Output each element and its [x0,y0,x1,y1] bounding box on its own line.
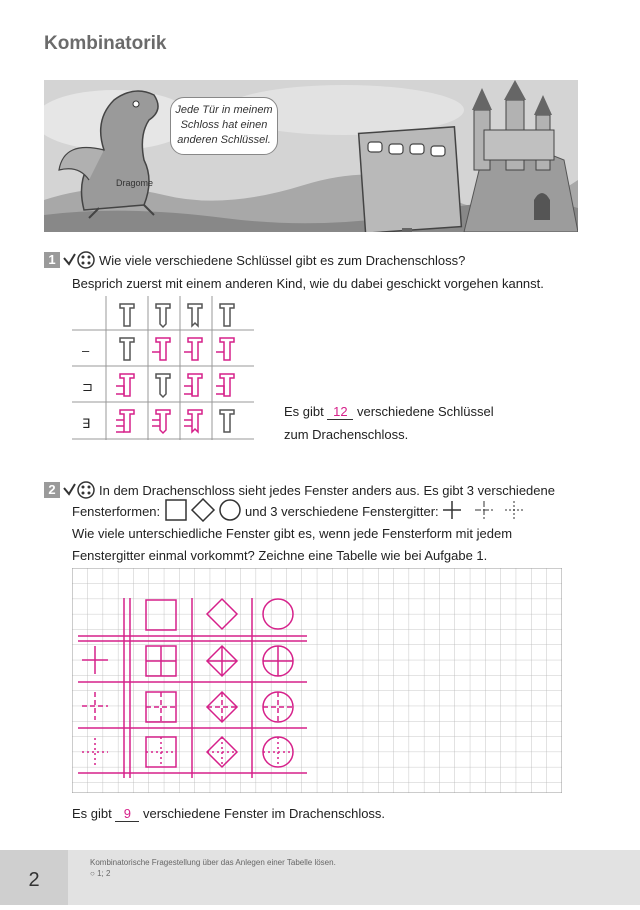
task2-line1: In dem Drachenschloss sieht jedes Fenster anders aus. Es gibt 3 verschiedene [99,483,555,498]
task1-question: Wie viele verschiedene Schlüssel gibt es zum Drachenschloss? [99,253,466,268]
key-table [72,296,254,440]
square-shape-icon [166,500,186,520]
pair-work-icon [62,250,96,270]
grille-dashed-icon [475,501,493,519]
row-label-2: ⊐ [82,379,93,394]
answer-value: 12 [327,404,353,420]
answer-value: 9 [115,806,139,822]
row-label-1: – [82,343,90,358]
grille-dotted-icon [505,501,523,519]
task1-instruction: Besprich zuerst mit einem anderen Kind, wie du dabei geschickt vorgehen kannst. [72,276,544,291]
key-header-icons [120,304,234,327]
task-number-2: 2 [44,482,60,498]
grille-solid-icon [443,501,461,519]
speech-bubble [170,97,278,155]
footer-meta-text: 1; 2 [97,869,111,878]
speech-line: anderen Schlüssel. [177,134,271,146]
footer-note: Kombinatorische Fragestellung über das Anlegen einer Tabelle lösen. [90,858,336,867]
task2-line4: Fenstergitter einmal vorkommt? Zeichne eine Tabelle wie bei Aufgabe 1. [72,548,488,563]
circle-outline-icon: ○ [90,869,95,878]
page-number: 2 [0,850,68,905]
circle-shape-icon [220,500,240,520]
pair-work-icon [62,480,96,500]
key-drawings [116,338,234,433]
diamond-shape-icon [192,499,214,521]
answer-suffix: verschiedene Schlüssel [357,404,494,419]
task2-line3: Wie viele unterschiedliche Fenster gibt es, wenn jede Fensterform mit jedem [72,526,513,541]
task2-line2a: Fensterformen: [72,504,161,519]
speech-line: Jede Tür in meinem [175,104,273,116]
task2-line2b: und 3 verschiedene Fenstergitter: [245,504,439,519]
answer-suffix: verschiedene Fenster im Drachenschloss. [143,806,386,821]
answer-prefix: Es gibt [284,404,324,419]
grid-paper [72,568,562,793]
task-number-1: 1 [44,252,60,268]
footer-meta [90,869,110,878]
task1-answer [284,404,494,420]
task1-answer-line2: zum Drachenschloss. [284,427,409,442]
page-title: Kombinatorik [44,33,167,54]
dragon-name-label: Dragome [116,178,154,188]
dragon-castle-illustration [44,80,578,232]
row-label-3: ∃ [82,416,91,431]
speech-line: Schloss hat einen [180,119,268,131]
window-shape-icons [163,498,243,522]
answer-prefix: Es gibt [72,806,112,821]
window-grille-icons [440,500,526,520]
task2-answer [72,806,385,822]
